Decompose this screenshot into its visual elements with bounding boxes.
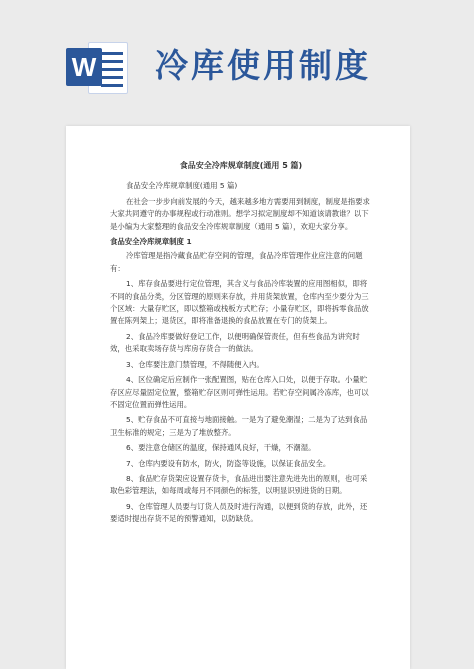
section-intro-paragraph: 冷库管理是指冷藏食品贮存空间的管理，食品冷库管理作业应注意的问题有： [110, 251, 363, 273]
rule-item-1: 1、库存食品要进行定位管理，其含义与食品冷库装置的应用图相似，即将不同的食品分类，分区管理的原则来存放，并用货架放置，仓库内至少要分为三个区域：大量存贮区，即以整箱或栈板方式贮存；小量存贮区，即将拆零食品放置在陈列架上；退货区，即将准备退换的食品放置在专门的货架上。 [110, 279, 369, 326]
page-title: 冷库使用制度 [155, 46, 371, 85]
document-heading: 食品安全冷库规章制度(通用 5 篇) [179, 161, 303, 170]
rule-item-5: 5、贮存食品不可直接与地面接触。一是为了避免潮湿；二是为了达到食品卫生标准的规定；三是为了堆放整齐。 [110, 415, 368, 437]
rule-item-7: 7、仓库内要设有防水，防火，防盗等设施，以保证食品安全。 [126, 458, 331, 468]
word-icon [66, 38, 128, 96]
rule-item-4: 4、区位确定后应制作一张配置图，贴在仓库入口处，以便于存取。小量贮存区应尽量固定位置，整箱贮存区则可弹性运用。若贮存空间属冷冻库，也可以不固定位置而弹性运用。 [110, 375, 369, 409]
word-icon-badge: W [66, 48, 102, 86]
rule-item-8: 8、食品贮存货架应设置存货卡，食品进出要注意先进先出的原则，也可采取色彩管理法，如每周或每月不同颜色的标签，以明显识别进货的日期。 [110, 473, 368, 496]
section-title: 食品安全冷库规章制度 1 [110, 237, 192, 247]
document-subheading: 食品安全冷库规章制度(通用 5 篇) [126, 181, 238, 191]
rule-item-9: 9、仓库管理人员要与订货人员及时进行沟通，以便到货的存放，此外，还要适时提出存货不足的预警通知，以防缺货。 [110, 501, 368, 524]
intro-paragraph: 在社会一步步向前发展的今天，越来越多地方需要用到制度，制度是指要求大家共同遵守的办事规程或行动准则。想学习拟定制度却不知道该请教谁？以下是小编为大家整理的食品安全冷库规章制度（通用 5 篇），欢迎大家分享。 [110, 196, 370, 231]
rule-item-2: 2、食品冷库要做好登记工作，以便明确保管责任，但有些食品为讲究时效，也采取卖场存货与库房存货合一的做法。 [110, 331, 360, 354]
rule-item-3: 3、仓库要注意门禁管理，不得随便入内。 [126, 359, 264, 369]
document-page [66, 126, 410, 669]
banner [0, 0, 474, 118]
document-body [110, 160, 372, 529]
rule-item-6: 6、要注意仓储区的温度，保持通风良好，干燥，不潮湿。 [126, 443, 316, 453]
